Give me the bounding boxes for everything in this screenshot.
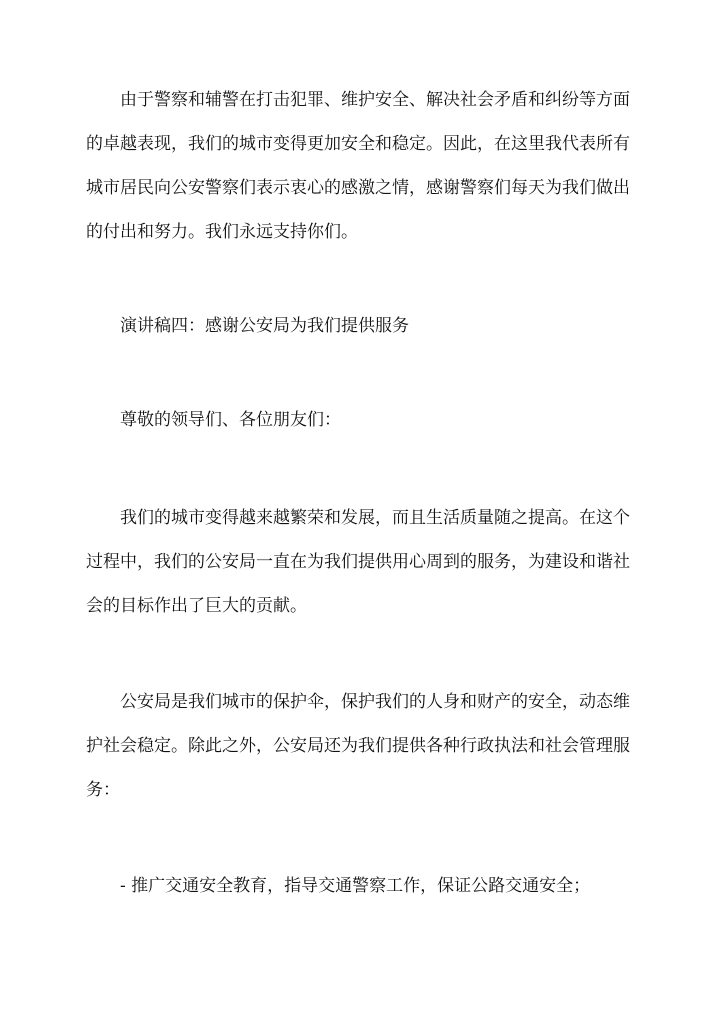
paragraph-police-protection: 公安局是我们城市的保护伞，保护我们的人身和财产的安全，动态维护社会稳定。除此之外，公安局还为我们提供各种行政执法和社会管理服务： [86,692,630,800]
paragraph-city-development: 我们的城市变得越来越繁荣和发展，而且生活质量随之提高。在这个过程中，我们的公安局一直在为我们提供用心周到的服务，为建设和谐社会的目标作出了巨大的贡献。 [86,508,630,616]
list-item-traffic-safety: - 推广交通安全教育，指导交通警察工作，保证公路交通安全； [120,876,591,896]
paragraph-police-gratitude: 由于警察和辅警在打击犯罪、维护安全、解决社会矛盾和纠纷等方面的卓越表现，我们的城市变得更加安全和稳定。因此，在这里我代表所有城市居民向公安警察们表示衷心的感激之情，感谢警察们每天为我们做出的付出和努力。我们永远支持你们。 [86,90,630,242]
speech-title: 演讲稿四：感谢公安局为我们提供服务 [120,316,409,336]
salutation: 尊敬的领导们、各位朋友们： [120,410,341,430]
